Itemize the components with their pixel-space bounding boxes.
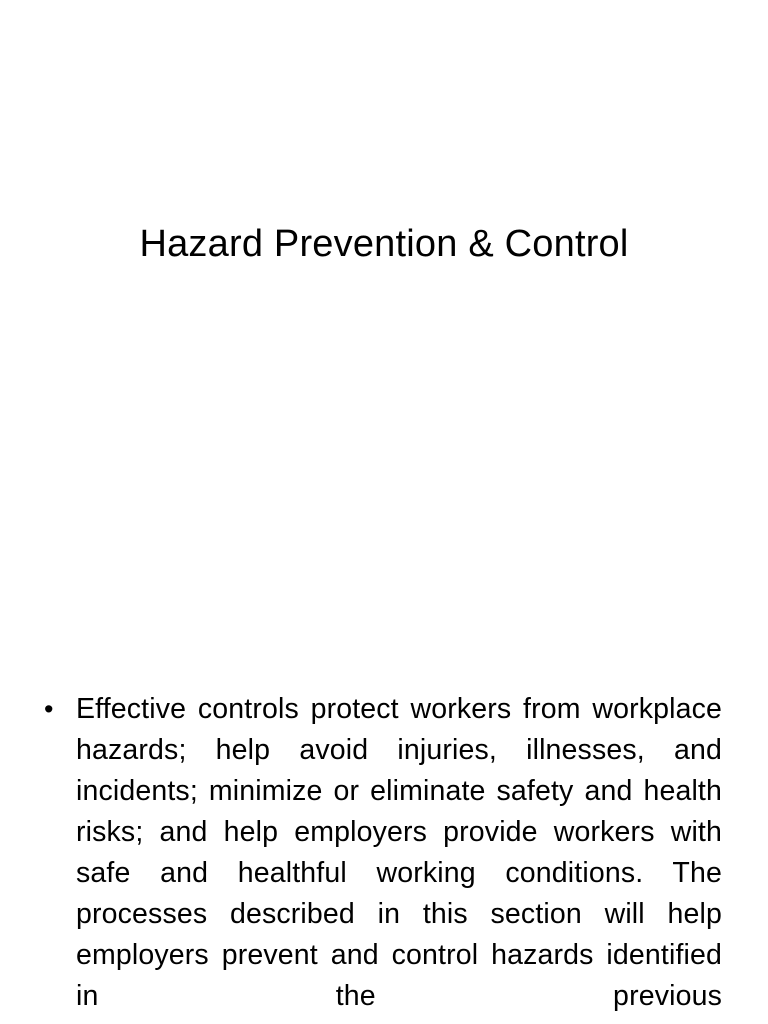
bullet-list <box>40 689 722 1017</box>
slide-title: Hazard Prevention & Control <box>139 223 629 265</box>
bullet-item <box>40 689 722 1017</box>
bullet-marker: • <box>44 694 54 724</box>
bullet-text: Effective controls protect workers from workplace hazards; help avoid injuries, illnesses, and incidents; minimize or eliminate safety and health risks; and help employers provide workers with safe and healthful working conditions. The processes described in this section will help employers prevent and control hazards identified in the previous <box>76 693 722 1012</box>
